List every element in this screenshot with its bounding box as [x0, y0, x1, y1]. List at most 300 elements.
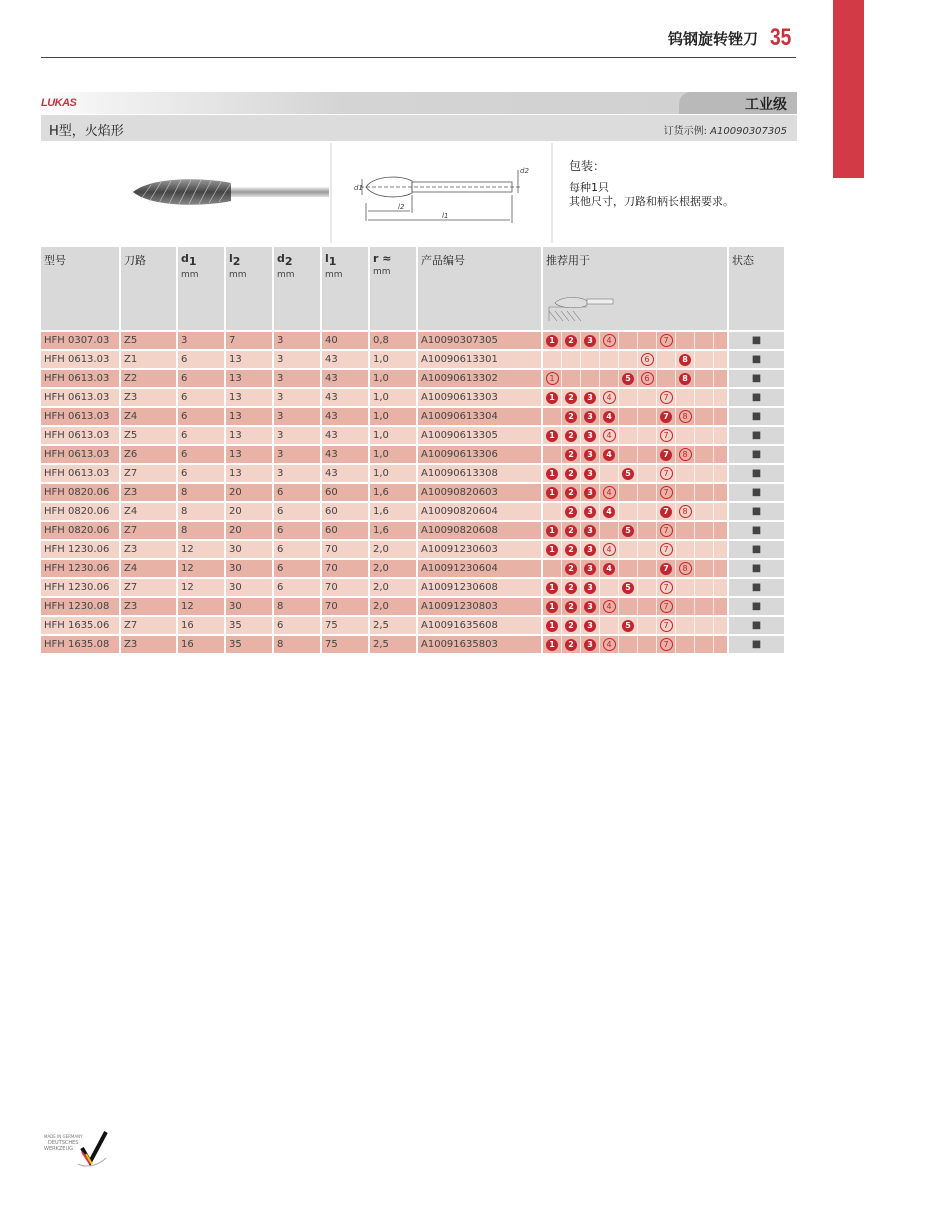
cell-recommended	[543, 579, 727, 596]
cell-r: 2,0	[370, 598, 416, 615]
d2-label: d2	[520, 167, 529, 175]
material-badge-filled: 1	[546, 620, 558, 632]
cell-r: 1,0	[370, 427, 416, 444]
cell-d2: 6	[274, 503, 320, 520]
rec-slot	[676, 636, 695, 653]
material-badge-filled: 2	[565, 601, 577, 613]
cell-r: 1,0	[370, 389, 416, 406]
cell-d2: 6	[274, 541, 320, 558]
cell-product-no: A10090820604	[418, 503, 541, 520]
cell-r: 2,0	[370, 541, 416, 558]
cell-l1: 43	[322, 446, 368, 463]
cell-d2: 8	[274, 636, 320, 653]
col-l2: $l_2$ mm	[226, 247, 272, 330]
table-row	[41, 446, 784, 463]
cell-d1: 6	[178, 389, 224, 406]
rec-slot	[657, 427, 676, 444]
cell-l2: 13	[226, 351, 272, 368]
rec-slot	[619, 427, 638, 444]
table-row	[41, 389, 784, 406]
rec-slot	[676, 579, 695, 596]
cell-l2: 13	[226, 370, 272, 387]
rec-slot	[600, 560, 619, 577]
rec-slot	[619, 636, 638, 653]
material-badge-filled: 3	[584, 411, 596, 423]
rec-slot	[619, 541, 638, 558]
material-badge-filled: 2	[565, 449, 577, 461]
material-badge-outline: 8	[679, 410, 692, 423]
cell-r: 2,0	[370, 560, 416, 577]
table-row	[41, 617, 784, 634]
cell-l2: 20	[226, 484, 272, 501]
cell-cut: Z3	[121, 598, 176, 615]
cell-cut: Z7	[121, 465, 176, 482]
rec-slot	[543, 332, 562, 349]
rec-slot	[676, 389, 695, 406]
rec-slot	[619, 598, 638, 615]
cell-model: HFH 0820.06	[41, 503, 119, 520]
rec-slot	[695, 389, 714, 406]
cell-l1: 60	[322, 484, 368, 501]
rec-slot	[657, 332, 676, 349]
col-l1: $l_1$ mm	[322, 247, 368, 330]
cell-product-no: A10091635608	[418, 617, 541, 634]
german-tools-check-icon	[42, 1128, 112, 1168]
rec-slot	[581, 465, 600, 482]
material-badge-outline: 7	[660, 467, 673, 480]
cell-l2: 13	[226, 408, 272, 425]
rec-slot	[619, 579, 638, 596]
rec-slot	[657, 484, 676, 501]
rec-slot	[657, 541, 676, 558]
material-badge-filled: 5	[622, 525, 634, 537]
cell-model: HFH 1635.08	[41, 636, 119, 653]
cell-d1: 16	[178, 636, 224, 653]
cell-status: ■	[729, 465, 784, 482]
rec-slot	[695, 465, 714, 482]
rec-slot	[676, 370, 695, 387]
rec-slot	[676, 617, 695, 634]
cell-d1: 6	[178, 465, 224, 482]
material-badge-outline: 4	[603, 429, 616, 442]
cell-d1: 12	[178, 598, 224, 615]
rec-slot	[562, 427, 581, 444]
cell-recommended	[543, 617, 727, 634]
burr-photo	[41, 143, 330, 243]
cell-r: 1,6	[370, 484, 416, 501]
table-row	[41, 332, 784, 349]
rec-slot	[562, 389, 581, 406]
table-row	[41, 560, 784, 577]
rec-slot	[638, 617, 657, 634]
cell-recommended	[543, 503, 727, 520]
cell-d1: 6	[178, 351, 224, 368]
cell-d2: 6	[274, 617, 320, 634]
rec-slot	[619, 351, 638, 368]
material-badge-filled: 3	[584, 582, 596, 594]
cell-d2: 3	[274, 427, 320, 444]
brand-band	[41, 92, 797, 114]
material-badge-filled: 2	[565, 525, 577, 537]
cell-recommended	[543, 598, 727, 615]
rec-slot	[619, 560, 638, 577]
material-badge-filled: 3	[584, 620, 596, 632]
material-badge-outline: 8	[679, 505, 692, 518]
cell-model: HFH 0613.03	[41, 370, 119, 387]
material-badge-outline: 4	[603, 600, 616, 613]
material-badge-filled: 2	[565, 563, 577, 575]
material-badge-filled: 1	[546, 639, 558, 651]
cell-r: 1,6	[370, 503, 416, 520]
rec-slot	[676, 484, 695, 501]
rec-slot	[600, 522, 619, 539]
material-badge-outline: 7	[660, 619, 673, 632]
rec-slot	[562, 332, 581, 349]
material-badge-filled: 3	[584, 487, 596, 499]
rec-slot	[619, 370, 638, 387]
rec-slot	[676, 351, 695, 368]
cell-l2: 35	[226, 636, 272, 653]
table-row	[41, 484, 784, 501]
cell-r: 1,0	[370, 370, 416, 387]
rec-slot	[695, 484, 714, 501]
rec-slot	[562, 370, 581, 387]
table-row	[41, 408, 784, 425]
rec-slot	[562, 351, 581, 368]
col-status: 状态	[729, 247, 784, 330]
rec-slot	[676, 465, 695, 482]
rec-slot	[657, 560, 676, 577]
rec-slot	[638, 579, 657, 596]
rec-slot	[600, 332, 619, 349]
cell-cut: Z3	[121, 484, 176, 501]
order-example: 订货示例: A10090307305	[663, 126, 787, 137]
rec-slot	[657, 522, 676, 539]
rec-slot	[581, 484, 600, 501]
material-badge-filled: 3	[584, 639, 596, 651]
cell-d2: 3	[274, 465, 320, 482]
cell-product-no: A10090613302	[418, 370, 541, 387]
rec-slot	[657, 446, 676, 463]
section-title: H型，火焰形	[49, 124, 124, 139]
rec-slot	[581, 408, 600, 425]
col-model: 型号	[41, 247, 119, 330]
rec-slot	[562, 484, 581, 501]
cell-recommended	[543, 541, 727, 558]
material-badge-outline: 4	[603, 391, 616, 404]
cell-recommended	[543, 446, 727, 463]
material-badge-filled: 3	[584, 601, 596, 613]
material-badge-filled: 2	[565, 468, 577, 480]
rec-slot	[581, 617, 600, 634]
cell-cut: Z4	[121, 560, 176, 577]
material-badge-outline: 4	[603, 638, 616, 651]
rec-slot	[657, 636, 676, 653]
material-badge-filled: 1	[546, 392, 558, 404]
rec-slot	[562, 465, 581, 482]
rec-slot	[695, 579, 714, 596]
material-badge-outline: 7	[660, 429, 673, 442]
col-product-no: 产品编号	[418, 247, 541, 330]
table-row	[41, 503, 784, 520]
rec-slot	[543, 427, 562, 444]
table-row	[41, 370, 784, 387]
cell-product-no: A10090613301	[418, 351, 541, 368]
material-badge-outline: 4	[603, 543, 616, 556]
cell-d2: 8	[274, 598, 320, 615]
cell-recommended	[543, 522, 727, 539]
rec-slot	[695, 446, 714, 463]
d1-label: d1	[354, 184, 363, 192]
cell-model: HFH 1230.06	[41, 541, 119, 558]
rec-slot	[638, 370, 657, 387]
cell-status: ■	[729, 598, 784, 615]
material-badge-filled: 2	[565, 582, 577, 594]
rec-slot	[581, 503, 600, 520]
packaging-line-2: 其他尺寸，刀路和柄长根据要求。	[569, 195, 734, 208]
table-row	[41, 541, 784, 558]
material-badge-filled: 2	[565, 620, 577, 632]
cell-l2: 20	[226, 522, 272, 539]
rec-slot	[695, 351, 714, 368]
rec-slot	[600, 617, 619, 634]
rec-slot	[657, 351, 676, 368]
material-badge-filled: 4	[603, 449, 615, 461]
cell-l1: 70	[322, 579, 368, 596]
cell-product-no: A10090820608	[418, 522, 541, 539]
rec-slot	[657, 408, 676, 425]
rec-slot	[676, 408, 695, 425]
material-badge-filled: 2	[565, 506, 577, 518]
cell-product-no: A10090613304	[418, 408, 541, 425]
cell-recommended	[543, 370, 727, 387]
rec-slot	[600, 579, 619, 596]
cell-l1: 43	[322, 427, 368, 444]
cell-cut: Z6	[121, 446, 176, 463]
cell-model: HFH 0307.03	[41, 332, 119, 349]
material-badge-filled: 7	[660, 506, 672, 518]
table-row	[41, 598, 784, 615]
rec-slot	[695, 522, 714, 539]
rec-slot	[581, 370, 600, 387]
cell-model: HFH 0820.06	[41, 522, 119, 539]
page-number: 35	[770, 24, 792, 51]
rec-slot	[600, 427, 619, 444]
cell-l2: 13	[226, 446, 272, 463]
cell-l1: 43	[322, 389, 368, 406]
cell-model: HFH 1230.06	[41, 560, 119, 577]
cell-status: ■	[729, 617, 784, 634]
cell-cut: Z1	[121, 351, 176, 368]
cell-l1: 70	[322, 541, 368, 558]
material-badge-filled: 5	[622, 582, 634, 594]
rec-slot	[581, 427, 600, 444]
rec-slot	[657, 389, 676, 406]
rec-slot	[562, 617, 581, 634]
cell-d2: 3	[274, 332, 320, 349]
cell-l1: 75	[322, 636, 368, 653]
cell-d1: 3	[178, 332, 224, 349]
material-badge-outline: 7	[660, 600, 673, 613]
product-image-row	[41, 143, 797, 243]
material-badge-filled: 3	[584, 506, 596, 518]
cell-product-no: A10090613305	[418, 427, 541, 444]
rec-slot	[600, 408, 619, 425]
rec-slot	[638, 598, 657, 615]
material-badge-filled: 1	[546, 430, 558, 442]
rec-slot	[543, 484, 562, 501]
rec-slot	[638, 522, 657, 539]
cell-r: 0,8	[370, 332, 416, 349]
cell-l2: 30	[226, 541, 272, 558]
cell-status: ■	[729, 636, 784, 653]
cell-product-no: A10091230608	[418, 579, 541, 596]
cell-d1: 8	[178, 503, 224, 520]
rec-slot	[562, 541, 581, 558]
rec-slot	[619, 446, 638, 463]
material-badge-filled: 1	[546, 487, 558, 499]
rec-slot	[695, 598, 714, 615]
cell-cut: Z3	[121, 389, 176, 406]
material-badge-filled: 3	[584, 563, 596, 575]
rec-slot	[581, 332, 600, 349]
cell-cut: Z3	[121, 541, 176, 558]
material-badge-outline: 7	[660, 486, 673, 499]
material-badge-filled: 3	[584, 392, 596, 404]
material-badge-filled: 1	[546, 582, 558, 594]
material-badge-filled: 4	[603, 563, 615, 575]
cell-cut: Z4	[121, 408, 176, 425]
cell-d1: 12	[178, 560, 224, 577]
table-row	[41, 579, 784, 596]
rec-slot	[600, 351, 619, 368]
cell-l2: 30	[226, 598, 272, 615]
rec-slot	[562, 446, 581, 463]
table-header	[41, 247, 784, 330]
svg-text:DEUTSCHES: DEUTSCHES	[48, 1140, 79, 1146]
rec-slot	[695, 332, 714, 349]
cell-recommended	[543, 636, 727, 653]
material-badge-filled: 2	[565, 411, 577, 423]
cell-d1: 12	[178, 579, 224, 596]
cell-d1: 6	[178, 427, 224, 444]
cell-d1: 8	[178, 522, 224, 539]
material-badge-outline: 7	[660, 638, 673, 651]
cell-status: ■	[729, 522, 784, 539]
cell-l1: 75	[322, 617, 368, 634]
material-badge-filled: 7	[660, 449, 672, 461]
col-d1: $d_1$ mm	[178, 247, 224, 330]
cell-cut: Z5	[121, 332, 176, 349]
cell-status: ■	[729, 541, 784, 558]
rec-slot	[638, 560, 657, 577]
rec-slot	[600, 370, 619, 387]
cell-recommended	[543, 465, 727, 482]
workpiece-sketch-icon	[547, 291, 619, 323]
cell-l1: 70	[322, 560, 368, 577]
cell-product-no: A10090307305	[418, 332, 541, 349]
material-badge-filled: 2	[565, 639, 577, 651]
rec-slot	[600, 465, 619, 482]
rec-slot	[543, 560, 562, 577]
cell-cut: Z2	[121, 370, 176, 387]
page-header-title: 钨钢旋转锉刀	[667, 30, 758, 48]
rec-slot	[581, 541, 600, 558]
lukas-logo: LUKAS	[41, 97, 77, 109]
cell-product-no: A10091230603	[418, 541, 541, 558]
cell-cut: Z4	[121, 503, 176, 520]
cell-cut: Z3	[121, 636, 176, 653]
rec-slot	[562, 636, 581, 653]
cell-status: ■	[729, 370, 784, 387]
material-badge-outline: 7	[660, 543, 673, 556]
rec-slot	[543, 446, 562, 463]
rec-slot	[638, 389, 657, 406]
cell-product-no: A10090613308	[418, 465, 541, 482]
rec-slot	[638, 427, 657, 444]
rec-slot	[581, 446, 600, 463]
rec-slot	[638, 465, 657, 482]
cell-product-no: A10090613303	[418, 389, 541, 406]
rec-slot	[657, 579, 676, 596]
rec-slot	[676, 541, 695, 558]
material-badge-outline: 8	[679, 448, 692, 461]
cell-r: 1,0	[370, 351, 416, 368]
material-badge-outline: 8	[679, 562, 692, 575]
material-badge-filled: 1	[546, 468, 558, 480]
material-badge-filled: 8	[679, 373, 691, 385]
cell-d2: 3	[274, 446, 320, 463]
rec-slot	[676, 332, 695, 349]
rec-slot	[562, 408, 581, 425]
cell-status: ■	[729, 408, 784, 425]
rec-slot	[638, 351, 657, 368]
cell-r: 1,6	[370, 522, 416, 539]
rec-slot	[562, 598, 581, 615]
cell-l2: 20	[226, 503, 272, 520]
col-r: r ≈ mm	[370, 247, 416, 330]
rec-slot	[676, 598, 695, 615]
rec-slot	[543, 636, 562, 653]
material-badge-outline: 7	[660, 581, 673, 594]
rec-slot	[695, 636, 714, 653]
rec-slot	[619, 484, 638, 501]
cell-status: ■	[729, 446, 784, 463]
cell-status: ■	[729, 503, 784, 520]
cell-status: ■	[729, 579, 784, 596]
cell-d1: 6	[178, 446, 224, 463]
rec-slot	[676, 427, 695, 444]
material-badge-outline: 4	[603, 486, 616, 499]
flame-burr-photo-icon	[41, 143, 330, 243]
rec-slot	[543, 503, 562, 520]
rec-slot	[695, 560, 714, 577]
cell-l2: 13	[226, 465, 272, 482]
cell-cut: Z7	[121, 522, 176, 539]
material-badge-filled: 1	[546, 544, 558, 556]
rec-slot	[695, 617, 714, 634]
rec-slot	[543, 389, 562, 406]
table-row	[41, 522, 784, 539]
chapter-tab	[833, 0, 864, 178]
technical-drawing	[332, 143, 551, 243]
cell-recommended	[543, 560, 727, 577]
cell-l1: 60	[322, 522, 368, 539]
material-badge-outline: 7	[660, 391, 673, 404]
rec-slot	[638, 541, 657, 558]
rec-slot	[619, 522, 638, 539]
material-badge-filled: 7	[660, 411, 672, 423]
